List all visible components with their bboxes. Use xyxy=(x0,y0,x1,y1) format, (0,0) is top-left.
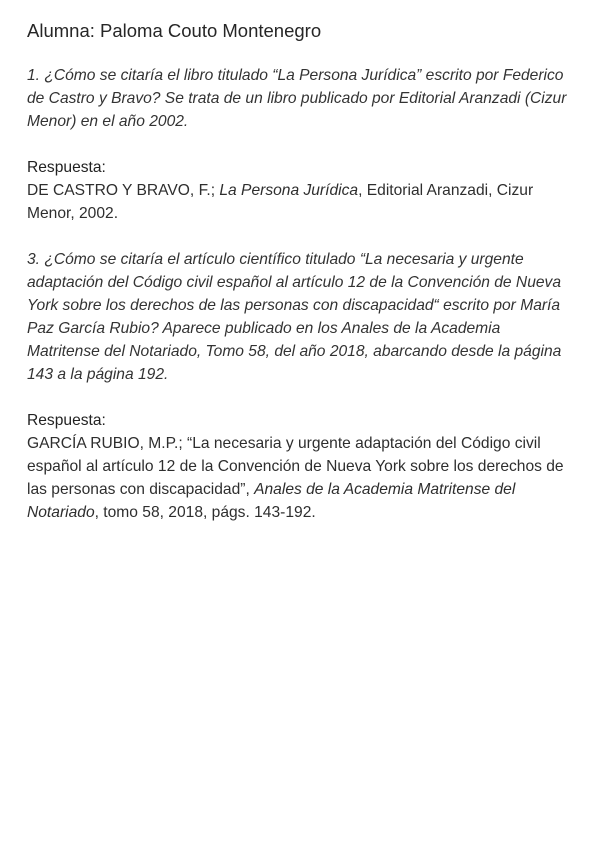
spacer xyxy=(27,386,570,409)
question-1: 1. ¿Cómo se citaría el libro titulado “La Persona Jurídica” escrito por Federico de Castro y Bravo? Se trata de un libro publicado por Editorial Aranzadi (Cizur Menor) en el año 2002. xyxy=(27,67,567,130)
student-name: Paloma Couto Montenegro xyxy=(94,20,322,41)
question-3: 3. ¿Cómo se citaría el artículo científico titulado “La necesaria y urgente adaptación del Código civil español al artículo 12 de la Convención de Nueva York sobre los derechos de las personas con discapacidad“ escrito por María Paz García Rubio? Aparece publicado en los Anales de la Academia Matritense del Notariado, Tomo 58, del año 2018, abarcando desde la página 143 a la página 192. xyxy=(27,251,562,383)
answer-3 xyxy=(27,432,570,524)
answer-3-main: GARCÍA RUBIO, M.P.; “La necesaria y urgente adaptación del Código civil español al artículo 12 de la Convención de Nueva York sobre los derechos de las personas con discapacidad”, xyxy=(27,435,564,498)
answer-3-rest: , tomo 58, 2018, págs. 143-192. xyxy=(94,504,316,521)
answer-1-label: Respuesta: xyxy=(27,159,106,176)
spacer xyxy=(27,133,570,156)
answer-1-title: La Persona Jurídica xyxy=(219,182,359,199)
student-label: Alumna: xyxy=(27,20,95,41)
answer-3-journal: Anales de la Academia Matritense del Notariado xyxy=(27,481,516,521)
answer-3-label: Respuesta: xyxy=(27,412,106,429)
answer-1-rest: , Editorial Aranzadi, Cizur Menor, 2002. xyxy=(27,182,534,222)
answer-1-author: DE CASTRO Y BRAVO, F.; xyxy=(27,182,220,199)
student-line xyxy=(27,19,570,43)
answer-1 xyxy=(27,179,570,225)
spacer xyxy=(27,225,570,248)
